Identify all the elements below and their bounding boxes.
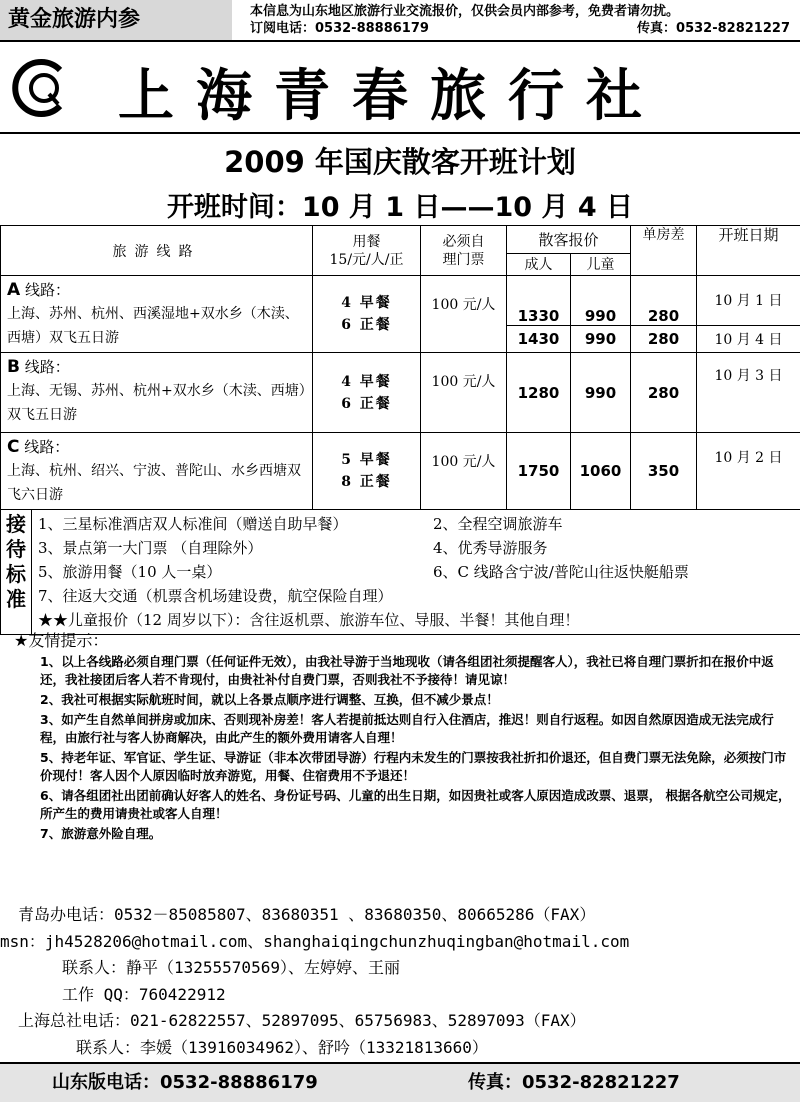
reception-item-5: 5、旅游用餐（10 人一桌） xyxy=(38,560,433,584)
reception-items xyxy=(32,510,800,634)
company-header xyxy=(0,46,800,134)
route-b-single: 280 xyxy=(631,353,697,433)
route-c-adult: 1750 xyxy=(507,433,571,510)
route-a-date-1: 10 月 1 日 xyxy=(697,276,800,326)
msn-contact: msn：jh4528206@hotmail.com、shanghaiqingchunzhuqingban@hotmail.com xyxy=(0,929,800,956)
reception-cell xyxy=(1,510,800,635)
route-c-child: 1060 xyxy=(571,433,631,510)
reception-wrap xyxy=(1,510,800,634)
route-a-suffix: 线路： xyxy=(20,281,70,299)
table-row xyxy=(1,433,800,510)
header-single: 单房差 xyxy=(631,226,697,276)
header-meals-line2: 15/元/人/正 xyxy=(313,251,420,269)
shanghai-hq-phone: 上海总社电话：021-62822557、52897095、65756983、52897093（FAX） xyxy=(0,1008,800,1035)
header-note xyxy=(250,3,790,37)
company-name: 上海青春旅行社 xyxy=(118,52,664,132)
reception-grid xyxy=(38,512,794,584)
header-route: 旅游线路 xyxy=(1,226,313,276)
route-b-adult: 1280 xyxy=(507,353,571,433)
contacts-section xyxy=(0,902,800,1061)
header-tickets-line2: 理门票 xyxy=(421,251,506,269)
route-b-letter: B xyxy=(7,357,20,377)
route-a-adult-1: 1330 xyxy=(507,276,571,326)
route-a-meals xyxy=(313,276,421,353)
plan-time: 开班时间：10 月 1 日——10 月 4 日 xyxy=(0,185,800,224)
route-b-child: 990 xyxy=(571,353,631,433)
header-date: 开班日期 xyxy=(697,226,800,276)
route-b-breakfast: 4 早餐 xyxy=(313,371,420,393)
header-tickets-line1: 必须自 xyxy=(421,233,506,251)
child-price-note: ★★儿童报价（12 周岁以下）：含往返机票、旅游车位、导服、半餐！其他自理！ xyxy=(38,608,794,632)
header-tickets xyxy=(421,226,507,276)
route-b-name xyxy=(7,355,306,379)
route-a-letter: A xyxy=(7,280,20,300)
route-a-adult-2: 1430 xyxy=(507,325,571,352)
reception-label-2: 待 xyxy=(1,537,31,562)
reception-label xyxy=(1,510,32,634)
tips-heading: ★友情提示： xyxy=(14,628,794,651)
reception-item-7: 7、往返大交通（机票含机场建设费，航空保险自理） xyxy=(38,584,794,608)
route-a-single-1: 280 xyxy=(631,276,697,326)
route-c-ticket: 100 元/人 xyxy=(421,433,507,510)
route-c-date: 10 月 2 日 xyxy=(697,433,800,510)
route-b-meals xyxy=(313,353,421,433)
tip-item: 1、以上各线路必须自理门票（任何证件无效），由我社导游于当地现收（请各组团社须提醒客人），我社已将自理门票折扣在报价中返还，我社接团后客人若不肯现付，由贵社补付自费门票，否则我社不予接待！请见谅！ xyxy=(40,653,794,689)
route-b-desc: 上海、无锡、苏州、杭州+双水乡（木渎、西塘）双飞五日游 xyxy=(7,379,306,427)
tip-item: 6、请各组团社出团前确认好客人的姓名、身份证号码、儿童的出生日期，如因贵社或客人原因造成改票、退票， 根据各航空公司规定，所产生的费用请贵社或客人自理！ xyxy=(40,787,794,823)
reception-item-1: 1、三星标准酒店双人标准间（赠送自助早餐） xyxy=(38,512,433,536)
route-c-meals xyxy=(313,433,421,510)
route-a-dinner: 6 正餐 xyxy=(313,314,420,336)
reception-label-4: 准 xyxy=(1,587,31,612)
tips-section xyxy=(14,628,794,845)
schedule-table xyxy=(0,225,800,635)
subscribe-phone: 订阅电话：0532-88886179 xyxy=(250,20,429,37)
tip-item: 2、我社可根据实际航班时间，就以上各景点顺序进行调整、互换，但不减少景点！ xyxy=(40,691,794,709)
company-logo-icon xyxy=(8,56,72,120)
route-a-child-2: 990 xyxy=(571,325,631,352)
reception-label-1: 接 xyxy=(1,512,31,537)
route-b-date: 10 月 3 日 xyxy=(697,353,800,433)
reception-item-6: 6、C 线路含宁波/普陀山往返快艇船票 xyxy=(433,560,794,584)
reception-label-3: 标 xyxy=(1,562,31,587)
route-a-child-1: 990 xyxy=(571,276,631,326)
route-a-desc: 上海、苏州、杭州、西溪湿地+双水乡（木渎、西塘）双飞五日游 xyxy=(7,302,306,350)
work-qq: 工作 QQ：760422912 xyxy=(0,982,800,1009)
reception-row xyxy=(1,510,800,635)
table-header-row xyxy=(1,226,800,254)
top-banner xyxy=(0,0,800,42)
tip-item: 3、如产生自然单间拼房或加床、否则现补房差！客人若提前抵达则自行入住酒店，推迟！则自行返程。如因自然原因造成无法完成行程，由旅行社与客人协商解决，由此产生的额外费用请客人自理！ xyxy=(40,711,794,747)
header-child: 儿童 xyxy=(571,254,631,276)
tip-item: 5、持老年证、军官证、学生证、导游证（非本次带团导游）行程内未发生的门票按我社折扣价退还，但自费门票无法免除，必须按门市价现付！客人因个人原因临时放弃游览，用餐、住宿费用不予退还！ xyxy=(40,749,794,785)
header-disclaimer: 本信息为山东地区旅游行业交流报价，仅供会员内部参考，免费者请勿扰。 xyxy=(250,3,790,20)
header-price: 散客报价 xyxy=(507,226,631,254)
route-a-date-2: 10 月 4 日 xyxy=(697,325,800,352)
header-fax: 传真：0532-82821227 xyxy=(637,20,790,37)
route-a-cell xyxy=(1,276,313,353)
route-a-breakfast: 4 早餐 xyxy=(313,292,420,314)
shanghai-contact-person: 联系人：李媛（13916034962）、舒吟（13321813660） xyxy=(0,1035,800,1062)
route-c-breakfast: 5 早餐 xyxy=(313,449,420,471)
header-adult: 成人 xyxy=(507,254,571,276)
reception-item-2: 2、全程空调旅游车 xyxy=(433,512,794,536)
plan-title: 2009 年国庆散客开班计划 xyxy=(0,140,800,181)
reception-item-4: 4、优秀导游服务 xyxy=(433,536,794,560)
route-a-single-2: 280 xyxy=(631,325,697,352)
route-b-ticket: 100 元/人 xyxy=(421,353,507,433)
route-c-suffix: 线路： xyxy=(19,438,69,456)
route-b-cell xyxy=(1,353,313,433)
newsletter-brand: 黄金旅游内参 xyxy=(0,0,232,40)
route-a-name xyxy=(7,278,306,302)
qingdao-contact-person: 联系人：静平（13255570569）、左婷婷、王丽 xyxy=(0,955,800,982)
route-b-dinner: 6 正餐 xyxy=(313,393,420,415)
qingdao-phone: 青岛办电话：0532－85085807、83680351 、83680350、80665286（FAX） xyxy=(0,902,800,929)
footer-fax: 传真：0532-82821227 xyxy=(468,1064,680,1102)
footer-phone: 山东版电话：0532-88886179 xyxy=(52,1064,318,1102)
route-c-single: 350 xyxy=(631,433,697,510)
route-c-desc: 上海、杭州、绍兴、宁波、普陀山、水乡西塘双飞六日游 xyxy=(7,459,306,507)
bottom-banner xyxy=(0,1062,800,1102)
route-c-cell xyxy=(1,433,313,510)
table-row xyxy=(1,353,800,433)
header-meals-line1: 用餐 xyxy=(313,233,420,251)
route-b-suffix: 线路： xyxy=(20,358,70,376)
route-a-ticket: 100 元/人 xyxy=(421,276,507,353)
table-row xyxy=(1,276,800,326)
route-c-dinner: 8 正餐 xyxy=(313,471,420,493)
tip-item: 7、旅游意外险自理。 xyxy=(40,825,794,843)
reception-item-3: 3、景点第一大门票 （自理除外） xyxy=(38,536,433,560)
header-meals xyxy=(313,226,421,276)
tips-list xyxy=(40,653,794,843)
route-c-name xyxy=(7,435,306,459)
route-c-letter: C xyxy=(7,437,19,457)
